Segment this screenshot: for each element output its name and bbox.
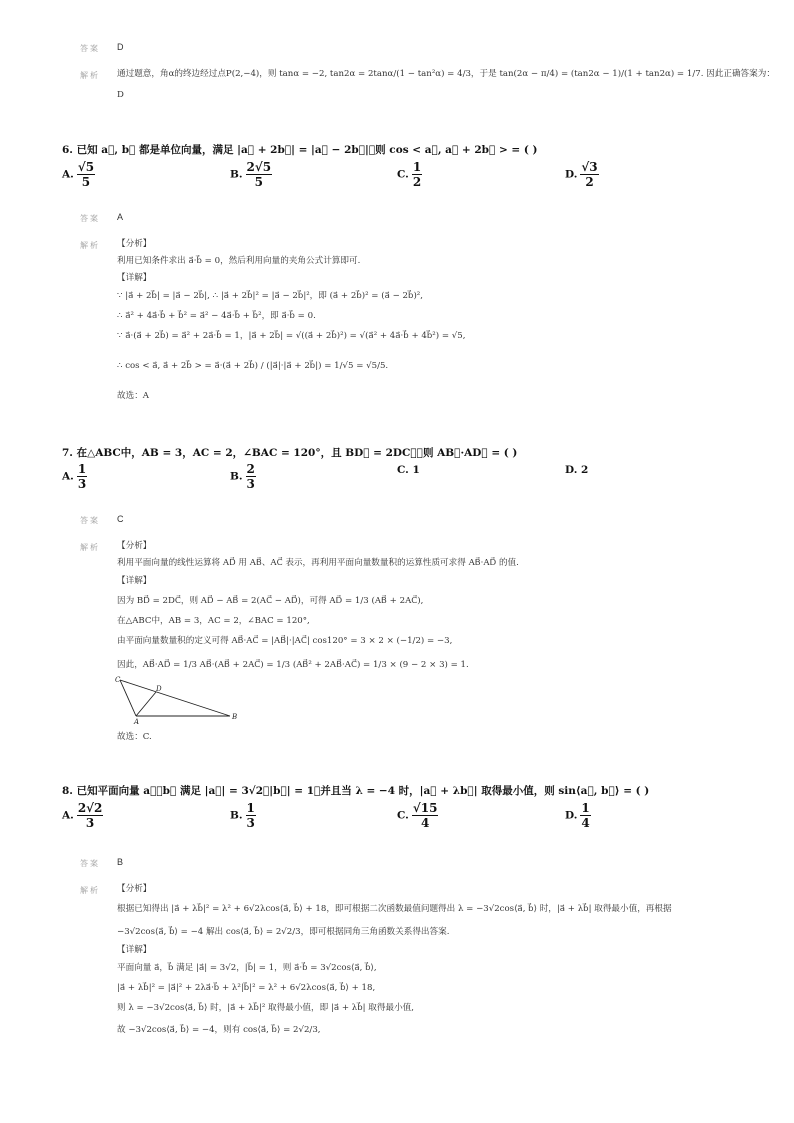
q7-option-a[interactable]: A. $\frac{1}{3}$ — [62, 462, 87, 491]
q7-conclusion: 故选：C. — [117, 732, 152, 742]
analysis-label: 解析 — [80, 886, 100, 895]
q7-option-b[interactable]: B. $\frac{2}{3}$ — [230, 462, 255, 491]
q7-answer: C — [117, 514, 124, 524]
q7-analysis-line: 因此，AB⃗·AD⃗ = 1/3 AB⃗·(AB⃗ + 2AC⃗) = 1/3 (AB⃗² + 2AB⃗·AC⃗) = 1/3 × (9 − 2 × 3) = 1. — [117, 660, 469, 670]
q8-option-c[interactable]: C. $\frac{√15}{4}$ — [397, 801, 438, 830]
q8-analysis-line: 则 λ = −3√2cos⟨a⃗, b⃗⟩ 时，|a⃗ + λb⃗|² 取得最小值，即 |a⃗ + λb⃗| 取得最小值, — [117, 1003, 414, 1013]
q8-analysis-line: 根据已知得出 |a⃗ + λb⃗|² = λ² + 6√2λcos⟨a⃗, b⃗⟩ + 18，即可根据二次函数最值问题得出 λ = −3√2cos⟨a⃗, b⃗⟩ 时，|a⃗ + λb⃗| 取得最小值，再根据 — [117, 904, 672, 914]
q7-stem: 7. 在△ABC中，AB = 3，AC = 2，∠BAC = 120°，且 BD⃗ = 2DC⃗，则 AB⃗·AD⃗ = ( ) — [62, 447, 518, 459]
q7-option-d[interactable]: D. 2 — [565, 464, 589, 476]
triangle-figure — [112, 674, 244, 726]
q8-analysis-line: 【详解】 — [117, 945, 152, 955]
q7-analysis-line: 在△ABC中，AB = 3，AC = 2，∠BAC = 120°, — [117, 616, 310, 626]
q6-option-d[interactable]: D. $\frac{√3}{2}$ — [565, 160, 598, 189]
q6-analysis-line: ∴ a⃗² + 4a⃗·b⃗ + b⃗² = a⃗² − 4a⃗·b⃗ + b⃗²，即 a⃗·b⃗ = 0. — [117, 311, 316, 321]
answer-label: 答案 — [80, 516, 100, 525]
answer-label: 答案 — [80, 44, 100, 53]
q6-stem: 6. 已知 a⃗, b⃗ 都是单位向量，满足 |a⃗ + 2b⃗| = |a⃗ − 2b⃗|，则 cos < a⃗, a⃗ + 2b⃗ > = ( ) — [62, 144, 538, 156]
q8-analysis-line: −3√2cos⟨a⃗, b⃗⟩ = −4 解出 cos⟨a⃗, b⃗⟩ = 2√2/3，即可根据同角三角函数关系得出答案. — [117, 927, 450, 937]
q7-analysis-line: 因为 BD⃗ = 2DC⃗，则 AD⃗ − AB⃗ = 2(AC⃗ − AD⃗)，可得 AD⃗ = 1/3 (AB⃗ + 2AC⃗), — [117, 596, 424, 606]
q6-analysis-line: 故选：A — [117, 391, 149, 401]
q8-answer: B — [117, 857, 124, 867]
q7-analysis-line: 【分析】 — [117, 541, 152, 551]
q7-option-c[interactable]: C. 1 — [397, 464, 420, 476]
q8-analysis-line: 【分析】 — [117, 884, 152, 894]
answer-label: 答案 — [80, 214, 100, 223]
q8-option-b[interactable]: B. $\frac{1}{3}$ — [230, 801, 255, 830]
q5-analysis-line: 通过题意，角α的终边经过点P(2,−4)，则 tanα = −2, tan2α = 2tanα/(1 − tan²α) = 4/3，于是 tan(2α − π/4) = (tan2α − 1)/(1 + tan2α) = 1/7. 因此正确答案为： — [117, 69, 775, 79]
q8-analysis-line: |a⃗ + λb⃗|² = |a⃗|² + 2λa⃗·b⃗ + λ²|b⃗|² = λ² + 6√2λcos⟨a⃗, b⃗⟩ + 18, — [117, 983, 376, 993]
q6-option-a[interactable]: A. $\frac{√5}{5}$ — [62, 160, 95, 189]
q6-answer: A — [117, 212, 124, 222]
figure-label-b: B — [232, 713, 238, 721]
figure-side-cb — [120, 680, 230, 716]
q5-analysis-line: D — [117, 90, 124, 100]
q6-analysis-line: 【分析】 — [117, 239, 152, 249]
q8-option-a[interactable]: A. $\frac{2√2}{3}$ — [62, 801, 103, 830]
figure-segment-ad — [136, 692, 156, 716]
analysis-label: 解析 — [80, 71, 100, 80]
figure-label-c: C — [115, 676, 121, 684]
q6-analysis-line: ∴ cos < a⃗, a⃗ + 2b⃗ > = a⃗·(a⃗ + 2b⃗) / (|a⃗|·|a⃗ + 2b⃗|) = 1/√5 = √5/5. — [117, 361, 389, 371]
q8-stem: 8. 已知平面向量 a⃗，b⃗ 满足 |a⃗| = 3√2，|b⃗| = 1，并且当 λ = −4 时，|a⃗ + λb⃗| 取得最小值，则 sin⟨a⃗, b⃗⟩ = ( ) — [62, 785, 650, 797]
q8-analysis-line: 平面向量 a⃗，b⃗ 满足 |a⃗| = 3√2，|b⃗| = 1，则 a⃗·b⃗ = 3√2cos⟨a⃗, b⃗⟩, — [117, 963, 377, 973]
q7-analysis-line: 由平面向量数量积的定义可得 AB⃗·AC⃗ = |AB⃗|·|AC⃗| cos120° = 3 × 2 × (−1/2) = −3, — [117, 636, 453, 646]
q5-answer: D — [117, 42, 124, 52]
q6-option-b[interactable]: B. $\frac{2√5}{5}$ — [230, 160, 272, 189]
q6-analysis-line: ∵ |a⃗ + 2b⃗| = |a⃗ − 2b⃗|, ∴ |a⃗ + 2b⃗|² = |a⃗ − 2b⃗|²，即 (a⃗ + 2b⃗)² = (a⃗ − 2b⃗)², — [117, 291, 423, 301]
q6-option-c[interactable]: C. $\frac{1}{2}$ — [397, 160, 422, 189]
figure-label-d: D — [156, 685, 162, 693]
figure-side-ca — [120, 680, 136, 716]
q7-analysis-line: 【详解】 — [117, 576, 152, 586]
analysis-label: 解析 — [80, 241, 100, 250]
answer-label: 答案 — [80, 859, 100, 868]
q6-analysis-line: 【详解】 — [117, 273, 152, 283]
figure-label-a: A — [134, 718, 140, 726]
q7-analysis-line: 利用平面向量的线性运算将 AD⃗ 用 AB⃗、AC⃗ 表示，再利用平面向量数量积的运算性质可求得 AB⃗·AD⃗ 的值. — [117, 558, 519, 568]
q8-analysis-line: 故 −3√2cos⟨a⃗, b⃗⟩ = −4，则有 cos⟨a⃗, b⃗⟩ = 2√2/3, — [117, 1025, 321, 1035]
q6-analysis-line: 利用已知条件求出 a⃗·b⃗ = 0，然后利用向量的夹角公式计算即可. — [117, 256, 361, 266]
analysis-label: 解析 — [80, 543, 100, 552]
q6-analysis-line: ∵ a⃗·(a⃗ + 2b⃗) = a⃗² + 2a⃗·b⃗ = 1，|a⃗ + 2b⃗| = √((a⃗ + 2b⃗)²) = √(a⃗² + 4a⃗·b⃗ + 4b⃗²) = √5, — [117, 331, 466, 341]
q8-option-d[interactable]: D. $\frac{1}{4}$ — [565, 801, 590, 830]
